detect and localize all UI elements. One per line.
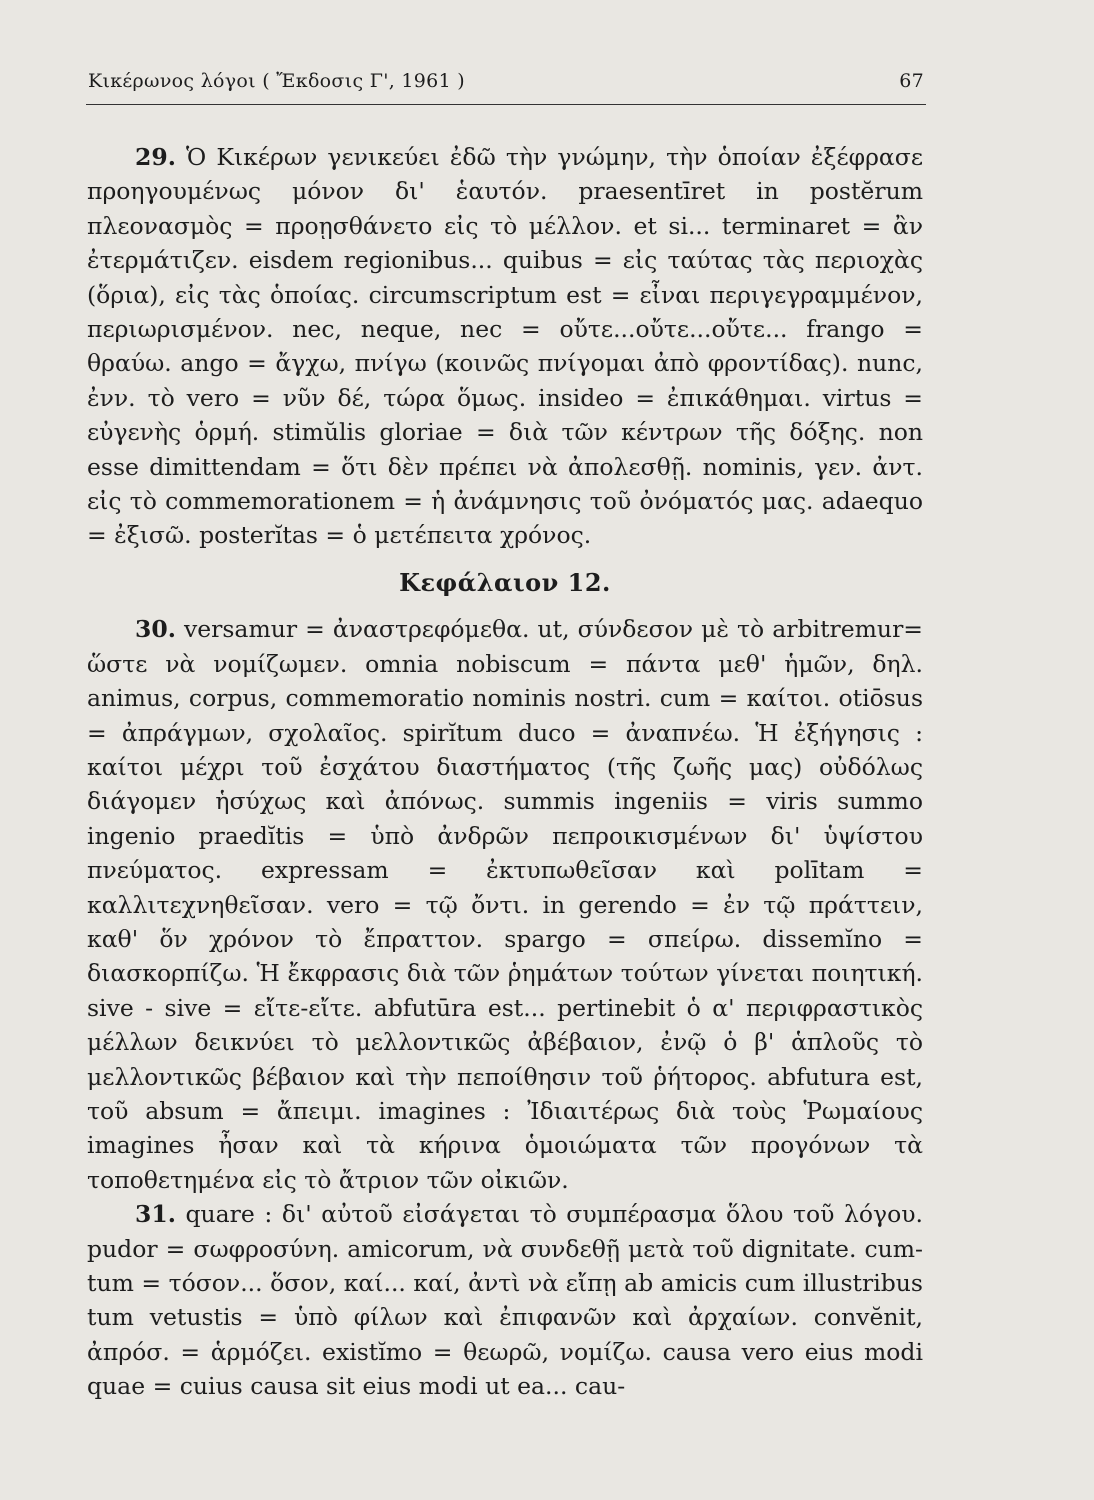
running-head-title: Κικέρωνος λόγοι ( Ἔκδοσις Γ', 1961 ) (88, 70, 466, 92)
section-number: 29. (135, 143, 176, 171)
page-number: 67 (899, 70, 924, 92)
section-text: Ὁ Κικέρων γενικεύει ἐδῶ τὴν γνώμην, τὴν ὁποίαν ἐξέφρασε προηγουμένως μόνον δι' ἑαυτόν. praesentīret in postĕrum πλεονασμὸς = προῃσθάνετο εἰς τὸ μέλλον. et si... terminaret = ἂν ἐτερμάτιζεν. eisdem regionibus... quibus = εἰς ταύτας τὰς περιοχὰς (ὅρια), εἰς τὰς ὁποίας. circumscriptum est = εἶναι περιγεγραμμένον, περιωρισμένον. nec, neque, nec = οὔτε...οὔτε...οὔτε... frango = θραύω. ango = ἄγχω, πνίγω (κοινῶς πνίγομαι ἀπὸ φροντίδας). nunc, ἐνν. τὸ vero = νῦν δέ, τώρα ὅμως. insideo = ἐπικάθημαι. virtus = εὐγενὴς ὁρμή. stimŭlis gloriae = διὰ τῶν κέντρων τῆς δόξης. non esse dimittendam = ὅτι δὲν πρέπει νὰ ἀπολεσθῇ. nominis, γεν. ἀντ. εἰς τὸ commemorationem = ἡ ἀνάμνησις τοῦ ὀνόματός μας. adaequo = ἐξισῶ. posterĭtas = ὁ μετέπειτα χρόνος. (87, 143, 923, 550)
section-text: quare : δι' αὐτοῦ εἰσάγεται τὸ συμπέρασμα ὅλου τοῦ λόγου. pudor = σωφροσύνη. amicorum, νὰ συνδεθῇ μετὰ τοῦ dignitate. cum-tum = τόσον... ὅσον, καί... καί, ἀντὶ νὰ εἴπῃ ab amicis cum illustribus tum vetustis = ὑπὸ φίλων καὶ ἐπιφανῶν καὶ ἀρχαίων. convĕnit, ἀπρόσ. = ἁρμόζει. existĭmo = θεωρῶ, νομίζω. causa vero eius modi quae = cuius causa sit eius modi ut ea... cau- (87, 1200, 923, 1401)
section-number: 30. (135, 615, 176, 644)
running-head (88, 70, 924, 92)
commentary-body (87, 140, 923, 1404)
section-31 (87, 1197, 923, 1403)
section-29 (87, 140, 923, 553)
chapter-heading: Κεφάλαιον 12. (399, 567, 611, 597)
section-text: versamur = ἀναστρεφόμεθα. ut, σύνδεσον μὲ τὸ arbitremur= ὥστε νὰ νομίζωμεν. omnia nobiscum = πάντα μεθ' ἡμῶν, δηλ. animus, corpus, commemoratio nominis nostri. cum = καίτοι. otiōsus = ἀπράγμων, σχολαῖος. spirĭtum duco = ἀναπνέω. Ἡ ἐξήγησις : καίτοι μέχρι τοῦ ἐσχάτου διαστήματος (τῆς ζωῆς μας) οὐδόλως διάγομεν ἡσύχως καὶ ἀπόνως. summis ingeniis = viris summo ingenio praedĭtis = ὑπὸ ἀνδρῶν πεπροικισμένων δι' ὑψίστου πνεύματος. expressam = ἐκτυπωθεῖσαν καὶ polītam = καλλιτεχνηθεῖσαν. vero = τῷ ὄντι. in gerendo = ἐν τῷ πράττειν, καθ' ὅν χρόνον τὸ ἔπραττον. spargo = σπείρω. dissemĭno = διασκορπίζω. Ἡ ἔκφρασις διὰ τῶν ῥημάτων τούτων γίνεται ποιητική. sive - sive = εἴτε-εἴτε. abfutūra est... pertinebit ὁ α' περιφραστικὸς μέλλων δεικνύει τὸ μελλοντικῶς ἀβέβαιον, ἐνῷ ὁ β' ἁπλοῦς τὸ μελλοντικῶς βέβαιον καὶ τὴν πεποίθησιν τοῦ ῥήτορος. abfutura est, τοῦ absum = ἄπειμι. imagines : Ἰδιαιτέρως διὰ τοὺς Ῥωμαίους imagines ἦσαν καὶ τὰ κήρινα ὁμοιώματα τῶν προγόνων τὰ τοποθετημένα εἰς τὸ ἄτριον τῶν οἰκιῶν. (87, 615, 923, 1194)
section-number: 31. (135, 1200, 176, 1229)
section-30 (87, 612, 923, 1197)
header-rule (86, 104, 926, 105)
